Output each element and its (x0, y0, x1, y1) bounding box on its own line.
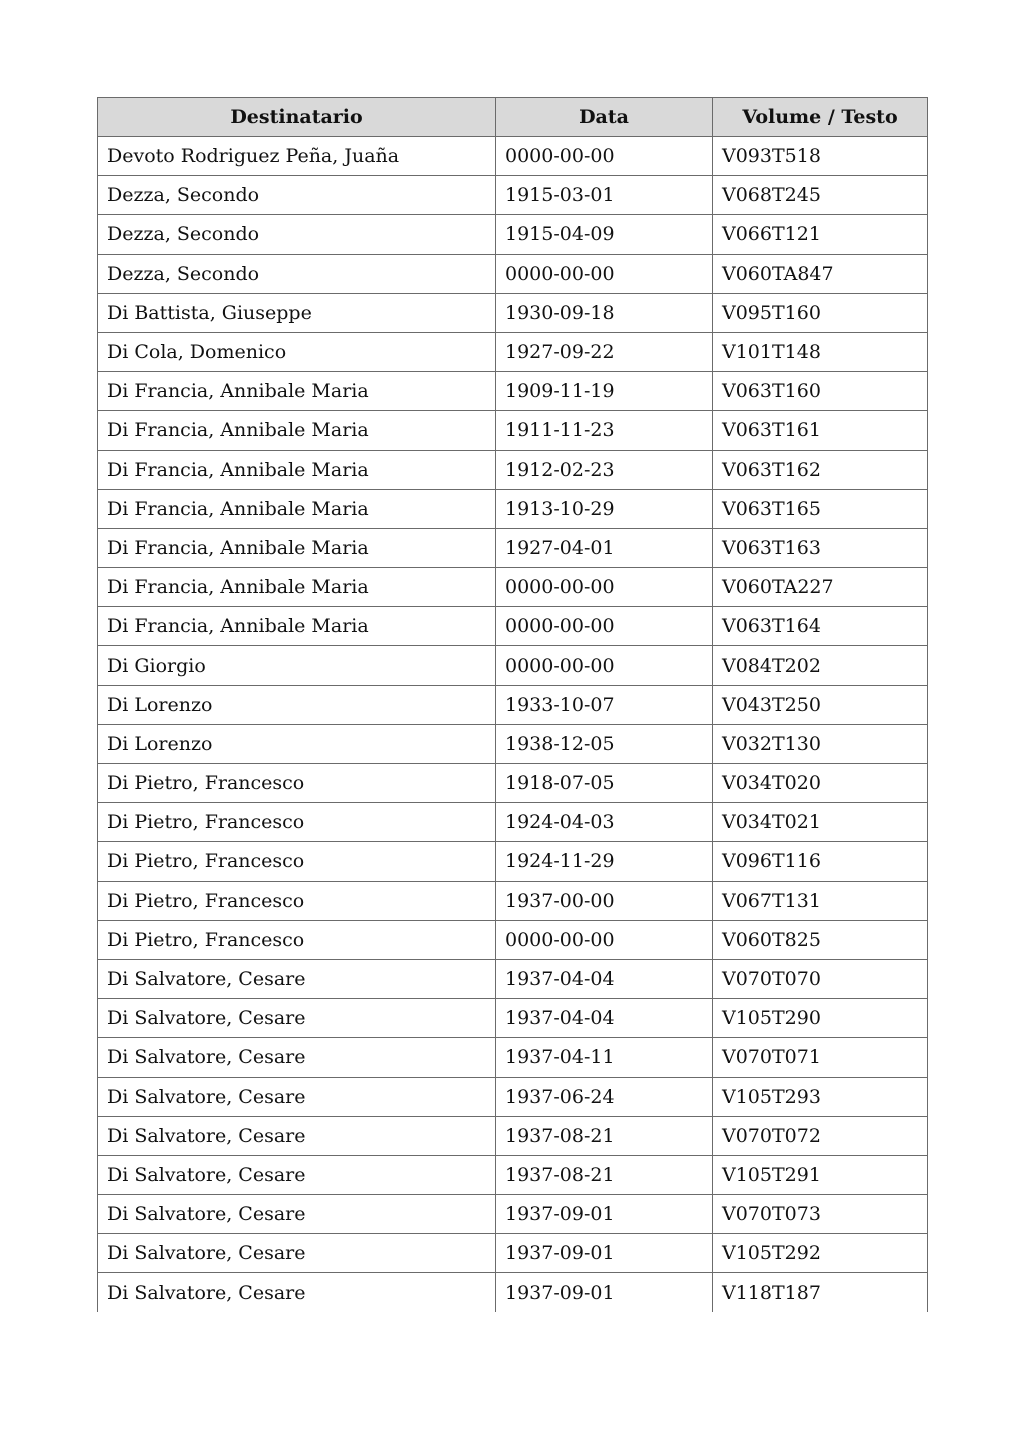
cell-destinatario: Dezza, Secondo (98, 254, 496, 293)
cell-volume-testo: V093T518 (713, 137, 928, 176)
cell-volume-testo: V032T130 (713, 724, 928, 763)
records-table (97, 97, 928, 1312)
cell-data: 1937-06-24 (496, 1077, 713, 1116)
table-row (98, 999, 928, 1038)
cell-destinatario: Di Giorgio (98, 646, 496, 685)
cell-data: 1913-10-29 (496, 489, 713, 528)
cell-data: 0000-00-00 (496, 920, 713, 959)
cell-data: 1924-11-29 (496, 842, 713, 881)
cell-destinatario: Di Pietro, Francesco (98, 881, 496, 920)
table-row (98, 1038, 928, 1077)
cell-destinatario: Di Salvatore, Cesare (98, 1195, 496, 1234)
cell-volume-testo: V063T161 (713, 411, 928, 450)
cell-volume-testo: V063T160 (713, 372, 928, 411)
table-row (98, 293, 928, 332)
cell-volume-testo: V063T165 (713, 489, 928, 528)
cell-destinatario: Di Pietro, Francesco (98, 803, 496, 842)
cell-destinatario: Dezza, Secondo (98, 176, 496, 215)
table-row (98, 372, 928, 411)
cell-volume-testo: V118T187 (713, 1273, 928, 1312)
cell-destinatario: Di Salvatore, Cesare (98, 1038, 496, 1077)
table-row (98, 724, 928, 763)
cell-volume-testo: V105T291 (713, 1155, 928, 1194)
cell-destinatario: Di Cola, Domenico (98, 332, 496, 371)
table-row (98, 568, 928, 607)
cell-data: 1937-04-04 (496, 959, 713, 998)
cell-data: 1937-04-04 (496, 999, 713, 1038)
table-row (98, 215, 928, 254)
table-row (98, 137, 928, 176)
cell-destinatario: Di Salvatore, Cesare (98, 1155, 496, 1194)
cell-data: 1937-08-21 (496, 1155, 713, 1194)
table-row (98, 528, 928, 567)
cell-volume-testo: V070T073 (713, 1195, 928, 1234)
cell-volume-testo: V060TA227 (713, 568, 928, 607)
table-row (98, 1234, 928, 1273)
cell-destinatario: Di Salvatore, Cesare (98, 1234, 496, 1273)
cell-data: 1915-04-09 (496, 215, 713, 254)
header-volume-testo: Volume / Testo (713, 98, 928, 137)
cell-data: 1927-04-01 (496, 528, 713, 567)
cell-volume-testo: V034T021 (713, 803, 928, 842)
cell-volume-testo: V105T290 (713, 999, 928, 1038)
table-row (98, 1155, 928, 1194)
table-row (98, 881, 928, 920)
cell-volume-testo: V063T164 (713, 607, 928, 646)
cell-data: 1930-09-18 (496, 293, 713, 332)
cell-volume-testo: V043T250 (713, 685, 928, 724)
cell-destinatario: Di Francia, Annibale Maria (98, 607, 496, 646)
cell-volume-testo: V060T825 (713, 920, 928, 959)
table-row (98, 176, 928, 215)
cell-volume-testo: V066T121 (713, 215, 928, 254)
cell-volume-testo: V084T202 (713, 646, 928, 685)
cell-destinatario: Di Salvatore, Cesare (98, 1116, 496, 1155)
cell-destinatario: Di Salvatore, Cesare (98, 959, 496, 998)
cell-destinatario: Di Francia, Annibale Maria (98, 372, 496, 411)
cell-data: 1927-09-22 (496, 332, 713, 371)
table-row (98, 1195, 928, 1234)
cell-data: 1937-00-00 (496, 881, 713, 920)
cell-destinatario: Di Francia, Annibale Maria (98, 411, 496, 450)
table-row (98, 411, 928, 450)
cell-destinatario: Di Lorenzo (98, 685, 496, 724)
cell-data: 1933-10-07 (496, 685, 713, 724)
cell-data: 1915-03-01 (496, 176, 713, 215)
cell-destinatario: Di Pietro, Francesco (98, 764, 496, 803)
cell-data: 1937-08-21 (496, 1116, 713, 1155)
cell-volume-testo: V096T116 (713, 842, 928, 881)
cell-data: 0000-00-00 (496, 646, 713, 685)
cell-data: 0000-00-00 (496, 254, 713, 293)
table-row (98, 1116, 928, 1155)
cell-volume-testo: V068T245 (713, 176, 928, 215)
table-body (98, 137, 928, 1313)
table-row (98, 332, 928, 371)
cell-volume-testo: V063T162 (713, 450, 928, 489)
cell-data: 0000-00-00 (496, 137, 713, 176)
table-row (98, 842, 928, 881)
table-row (98, 254, 928, 293)
cell-destinatario: Dezza, Secondo (98, 215, 496, 254)
cell-data: 0000-00-00 (496, 568, 713, 607)
cell-volume-testo: V070T070 (713, 959, 928, 998)
cell-destinatario: Di Pietro, Francesco (98, 920, 496, 959)
cell-volume-testo: V060TA847 (713, 254, 928, 293)
table-row (98, 920, 928, 959)
cell-destinatario: Di Francia, Annibale Maria (98, 568, 496, 607)
cell-data: 1912-02-23 (496, 450, 713, 489)
cell-data: 1937-04-11 (496, 1038, 713, 1077)
cell-destinatario: Di Lorenzo (98, 724, 496, 763)
cell-data: 1937-09-01 (496, 1195, 713, 1234)
table-row (98, 685, 928, 724)
table-header-row (98, 98, 928, 137)
table-row (98, 646, 928, 685)
cell-volume-testo: V063T163 (713, 528, 928, 567)
cell-destinatario: Di Salvatore, Cesare (98, 1273, 496, 1312)
cell-data: 1911-11-23 (496, 411, 713, 450)
cell-destinatario: Di Salvatore, Cesare (98, 999, 496, 1038)
table-row (98, 1273, 928, 1312)
header-data: Data (496, 98, 713, 137)
table-row (98, 803, 928, 842)
cell-volume-testo: V101T148 (713, 332, 928, 371)
cell-volume-testo: V070T071 (713, 1038, 928, 1077)
cell-destinatario: Devoto Rodriguez Peña, Juaña (98, 137, 496, 176)
cell-destinatario: Di Francia, Annibale Maria (98, 450, 496, 489)
cell-volume-testo: V095T160 (713, 293, 928, 332)
cell-volume-testo: V067T131 (713, 881, 928, 920)
cell-data: 1924-04-03 (496, 803, 713, 842)
table-row (98, 489, 928, 528)
cell-destinatario: Di Salvatore, Cesare (98, 1077, 496, 1116)
header-destinatario: Destinatario (98, 98, 496, 137)
cell-data: 1938-12-05 (496, 724, 713, 763)
cell-destinatario: Di Francia, Annibale Maria (98, 528, 496, 567)
table-row (98, 450, 928, 489)
cell-data: 1918-07-05 (496, 764, 713, 803)
cell-volume-testo: V070T072 (713, 1116, 928, 1155)
cell-destinatario: Di Battista, Giuseppe (98, 293, 496, 332)
table-row (98, 607, 928, 646)
cell-volume-testo: V034T020 (713, 764, 928, 803)
table-row (98, 1077, 928, 1116)
table-row (98, 959, 928, 998)
cell-volume-testo: V105T292 (713, 1234, 928, 1273)
cell-destinatario: Di Francia, Annibale Maria (98, 489, 496, 528)
cell-data: 1937-09-01 (496, 1273, 713, 1312)
cell-data: 1937-09-01 (496, 1234, 713, 1273)
table-row (98, 764, 928, 803)
cell-destinatario: Di Pietro, Francesco (98, 842, 496, 881)
cell-data: 1909-11-19 (496, 372, 713, 411)
cell-volume-testo: V105T293 (713, 1077, 928, 1116)
cell-data: 0000-00-00 (496, 607, 713, 646)
